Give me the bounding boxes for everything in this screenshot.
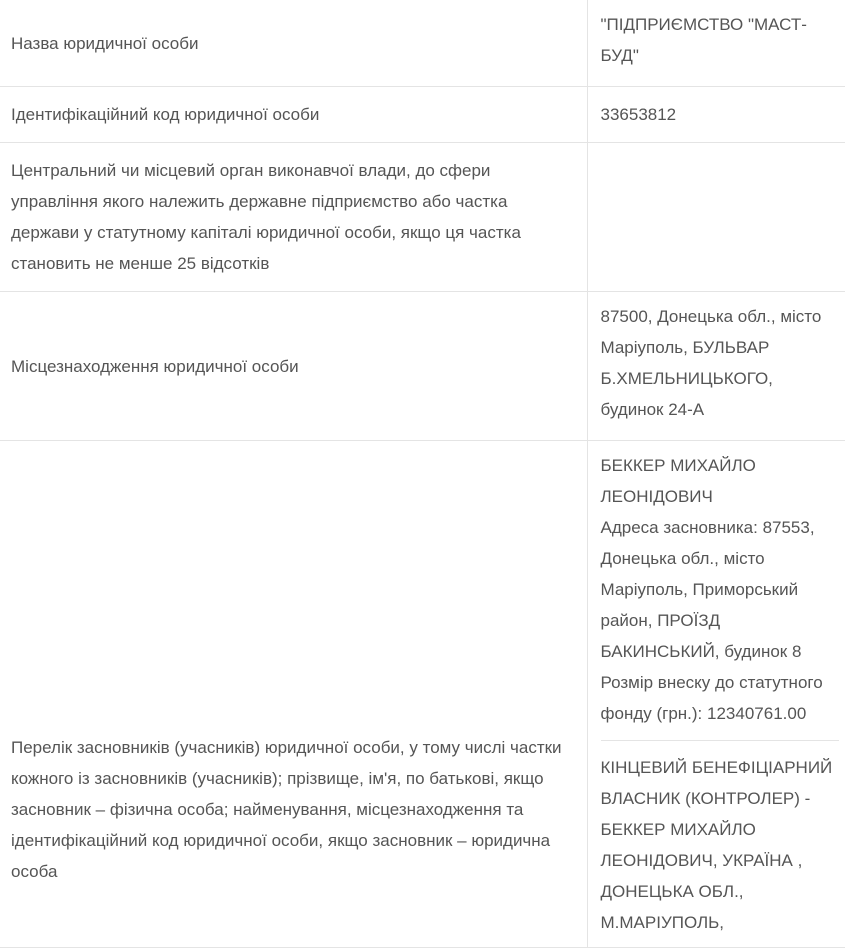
field-label-founders: Перелік засновників (учасників) юридичної особи, у тому числі частки кожного із засновників (учасників); прізвище, ім'я, по батькові, якщо засновник – фізична особа; найменування, місцезнаходження та ідентифікаційний код юридичної особи, якщо засновник – юридична особа bbox=[11, 738, 562, 881]
table-row bbox=[0, 87, 845, 143]
table-row bbox=[0, 143, 845, 292]
field-label-location: Місцезнаходження юридичної особи bbox=[11, 356, 299, 376]
table-row bbox=[0, 0, 845, 87]
founder-address: Адреса засновника: 87553, Донецька обл., місто Маріуполь, Приморський район, ПРОЇЗД БАКИНСЬКИЙ, будинок 8 bbox=[600, 518, 815, 661]
table-row bbox=[0, 441, 845, 948]
beneficiary-text: КІНЦЕВИЙ БЕНЕФІЦІАРНИЙ ВЛАСНИК (КОНТРОЛЕР) - БЕККЕР МИХАЙЛО ЛЕОНІДОВИЧ, УКРАЇНА , ДОНЕЦЬКА ОБЛ., М.МАРІУПОЛЬ, bbox=[600, 758, 833, 932]
founder-name: БЕККЕР МИХАЙЛО ЛЕОНІДОВИЧ bbox=[600, 456, 756, 506]
field-value-id-code: 33653812 bbox=[587, 87, 845, 143]
founder-entry bbox=[601, 450, 840, 739]
field-label-id-code: Ідентифікаційний код юридичної особи bbox=[11, 105, 320, 124]
table-row bbox=[0, 292, 845, 441]
field-value-name: "ПІДПРИЄМСТВО "МАСТ-БУД" bbox=[587, 0, 845, 87]
field-value-authority bbox=[587, 143, 845, 292]
field-label-authority: Центральний чи місцевий орган виконавчої влади, до сфери управління якого належить державне підприємство або частка держави у статутному капіталі юридичної особи, якщо ця частка становить не менше 25 відсотків bbox=[11, 161, 521, 273]
field-label-name: Назва юридичної особи bbox=[11, 33, 199, 53]
beneficiary-entry bbox=[601, 740, 840, 938]
founder-contribution: Розмір внеску до статутного фонду (грн.): 12340761.00 bbox=[600, 673, 823, 723]
field-value-founders bbox=[587, 441, 845, 948]
field-value-location: 87500, Донецька обл., місто Маріуполь, БУЛЬВАР Б.ХМЕЛЬНИЦЬКОГО, будинок 24-А bbox=[587, 292, 845, 441]
